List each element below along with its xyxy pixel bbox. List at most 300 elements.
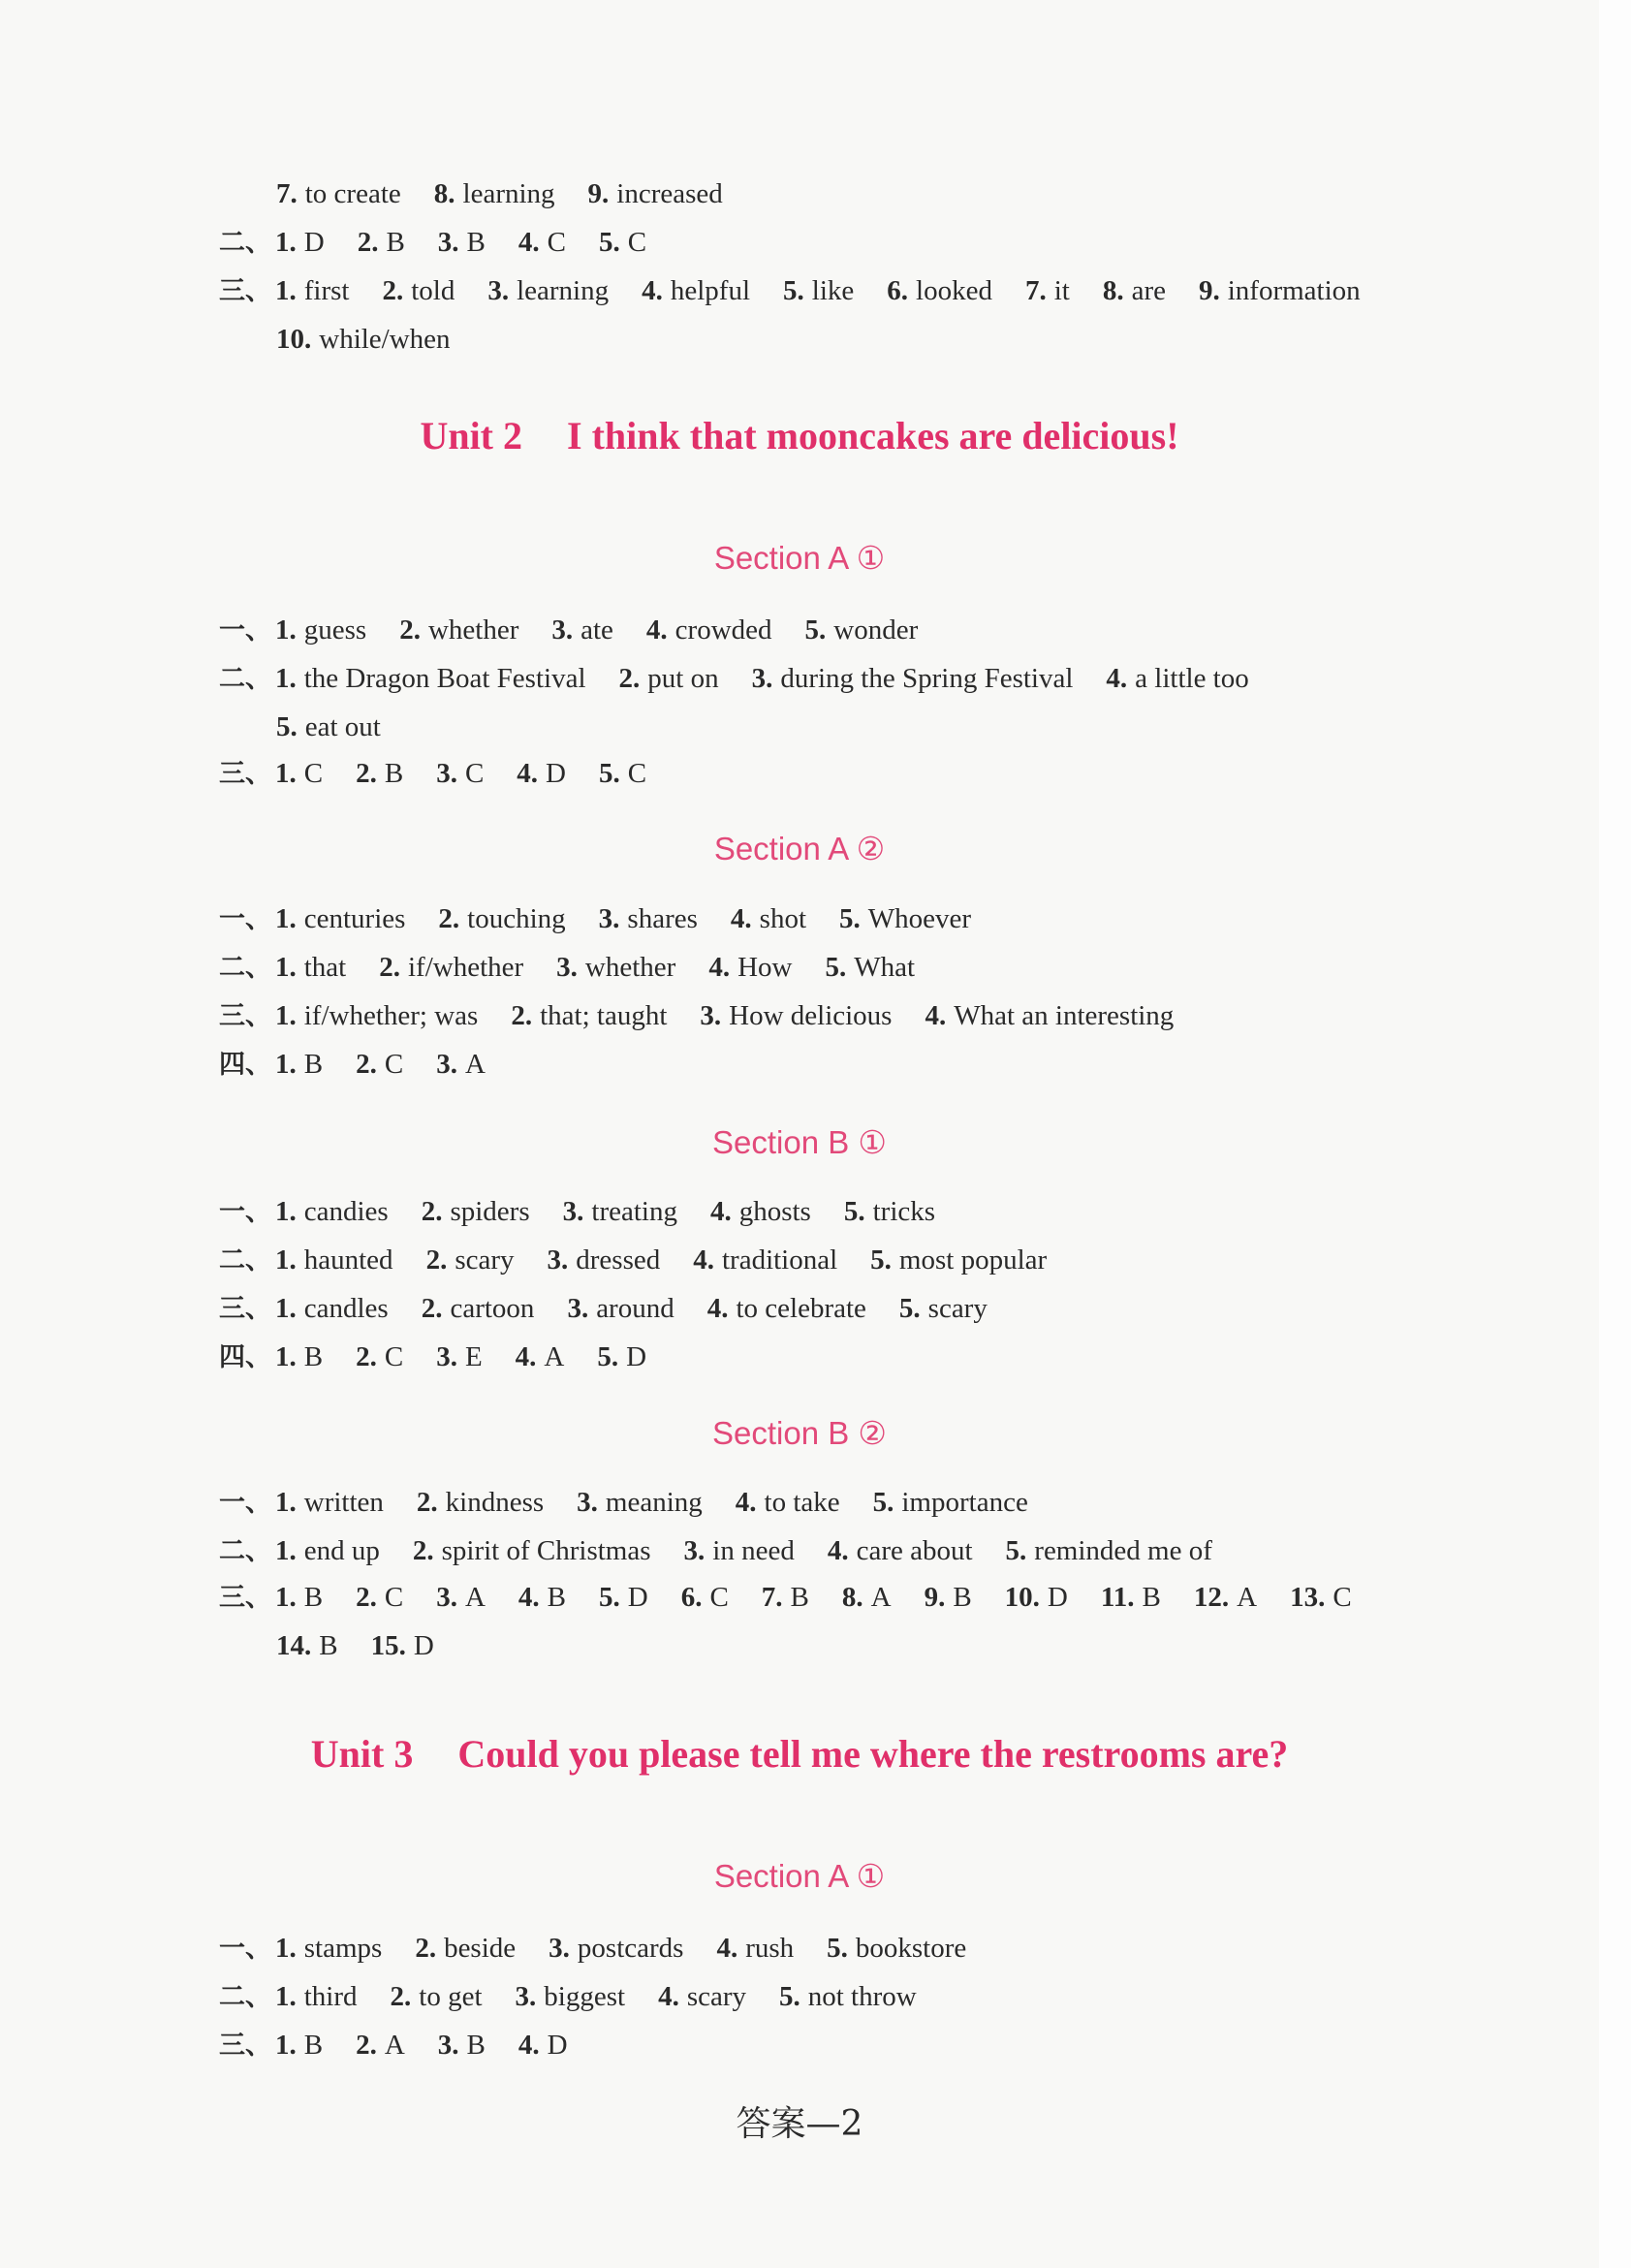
question-section-marker: 一、 — [219, 1934, 271, 1964]
item-number: 5. — [825, 952, 847, 983]
item-number: 4. — [827, 1535, 849, 1566]
item-number: 1. — [275, 1535, 297, 1566]
item-number: 3. — [436, 1341, 457, 1372]
item-answer: looked — [916, 275, 992, 306]
item-answer: guess — [303, 614, 367, 646]
question-section-marker: 二、 — [219, 228, 271, 258]
answer-item — [438, 2026, 486, 2064]
item-number: 4. — [1106, 663, 1128, 694]
answer-item — [356, 1578, 403, 1617]
item-number: 1. — [275, 1981, 297, 2012]
item-number: 3. — [700, 1000, 722, 1031]
item-number: 4. — [716, 1933, 738, 1964]
answer-item — [438, 899, 565, 938]
answer-item — [870, 1241, 1047, 1279]
item-number: 1. — [275, 1582, 297, 1613]
item-answer: spirit of Christmas — [441, 1535, 651, 1566]
answer-item — [436, 1338, 482, 1376]
answer-item — [516, 1338, 565, 1376]
item-number: 3. — [436, 1049, 457, 1080]
item-number: 5. — [779, 1981, 800, 2012]
item-number: 3. — [556, 952, 578, 983]
item-answer: bookstore — [855, 1933, 967, 1964]
answer-item — [356, 2026, 405, 2064]
item-answer: scary — [455, 1244, 515, 1276]
item-answer: care about — [856, 1535, 973, 1566]
answer-line — [219, 996, 1207, 1036]
answer-line — [219, 271, 1394, 311]
item-number: 1. — [275, 275, 297, 306]
answer-item — [426, 1241, 515, 1279]
unit-title-text: I think that mooncakes are delicious! — [567, 414, 1179, 457]
question-section-marker: 三、 — [219, 276, 271, 306]
item-number: 1. — [275, 1487, 297, 1518]
answer-item — [399, 611, 518, 649]
item-answer: How — [737, 952, 793, 983]
item-number: 1. — [275, 1000, 297, 1031]
answer-item — [382, 271, 455, 310]
item-number: 6. — [680, 1582, 703, 1613]
item-number: 2. — [438, 903, 460, 934]
answer-line — [219, 1483, 1061, 1523]
answer-item — [716, 1929, 794, 1968]
item-number: 4. — [925, 1000, 947, 1031]
answer-item — [356, 1045, 403, 1084]
answer-line — [276, 174, 756, 213]
item-number: 1. — [275, 903, 297, 934]
item-number: 4. — [518, 227, 540, 258]
section-heading: Section A ① — [713, 540, 886, 576]
item-answer: rush — [745, 1933, 795, 1964]
answer-item — [276, 320, 451, 359]
answer-item — [436, 1045, 486, 1084]
answer-item — [518, 2026, 568, 2064]
item-answer: ghosts — [738, 1196, 811, 1227]
item-answer: third — [303, 1981, 358, 2012]
item-answer: B — [1142, 1582, 1161, 1613]
item-number: 4. — [645, 614, 668, 646]
item-number: 2. — [421, 1293, 443, 1324]
item-number: 4. — [730, 903, 752, 934]
answer-item — [707, 1289, 866, 1328]
item-answer: D — [546, 758, 566, 789]
item-answer: biggest — [544, 1981, 626, 2012]
answer-line — [219, 1289, 1020, 1329]
item-number: 1. — [275, 1293, 297, 1324]
item-answer: to take — [764, 1487, 840, 1518]
answer-item — [436, 1578, 486, 1617]
item-number: 4. — [709, 1196, 732, 1227]
item-number: 5. — [598, 758, 620, 789]
answer-item — [693, 1241, 837, 1279]
item-answer: ate — [580, 614, 613, 646]
answer-item — [599, 899, 698, 938]
answer-item — [415, 1929, 516, 1968]
item-answer: learning — [517, 275, 610, 306]
item-answer: B — [319, 1630, 338, 1661]
unit-number: Unit 2 — [420, 414, 523, 457]
answer-item — [275, 271, 349, 310]
item-answer: D — [627, 1582, 648, 1613]
item-answer: scary — [927, 1293, 988, 1324]
item-answer: scary — [686, 1981, 746, 2012]
item-answer: dressed — [576, 1244, 661, 1276]
item-answer: A — [464, 1582, 486, 1613]
answer-item — [356, 1338, 403, 1376]
item-answer: candles — [303, 1293, 389, 1324]
item-answer: information — [1227, 275, 1361, 306]
answer-item — [588, 174, 723, 213]
answer-item — [275, 659, 586, 698]
item-answer: helpful — [670, 275, 751, 306]
item-number: 2. — [618, 663, 641, 694]
question-section-marker: 三、 — [219, 1583, 271, 1613]
answer-item — [436, 754, 484, 793]
answer-item — [275, 899, 405, 938]
question-section-marker: 二、 — [219, 1536, 271, 1566]
item-answer: B — [386, 227, 405, 258]
item-answer: around — [596, 1293, 674, 1324]
answer-item — [642, 271, 750, 310]
answer-item — [391, 1977, 483, 2016]
unit-number: Unit 3 — [310, 1732, 414, 1776]
item-answer: shares — [627, 903, 698, 934]
section-heading: Section B ② — [711, 1415, 887, 1451]
item-answer: kindness — [445, 1487, 545, 1518]
answer-item — [275, 1045, 323, 1084]
item-answer: first — [303, 275, 350, 306]
item-answer: treating — [591, 1196, 677, 1227]
item-number: 1. — [275, 2030, 297, 2061]
item-number: 1. — [275, 1933, 297, 1964]
item-number: 2. — [382, 275, 404, 306]
item-answer: E — [464, 1341, 483, 1372]
item-answer: centuries — [303, 903, 406, 934]
answer-item — [577, 1483, 703, 1522]
item-answer: while/when — [319, 324, 451, 355]
item-number: 5. — [872, 1487, 894, 1518]
answer-item — [275, 611, 366, 649]
answer-item — [275, 1929, 382, 1968]
answer-item — [1005, 1578, 1068, 1617]
item-answer: C — [384, 1341, 404, 1372]
answer-item — [1006, 1531, 1212, 1570]
item-number: 3. — [683, 1535, 706, 1566]
item-answer: C — [303, 758, 324, 789]
item-number: 3. — [549, 1933, 570, 1964]
item-answer: spiders — [450, 1196, 530, 1227]
answer-item — [925, 1578, 972, 1617]
item-answer: put on — [647, 663, 719, 694]
item-answer: learning — [462, 178, 555, 209]
answer-item — [1025, 271, 1070, 310]
section-heading: Section A ② — [713, 831, 886, 866]
item-number: 2. — [356, 1049, 377, 1080]
item-number: 5. — [597, 1341, 619, 1372]
answer-item — [925, 996, 1174, 1035]
item-answer: the Dragon Boat Festival — [303, 663, 586, 694]
item-number: 1. — [275, 663, 297, 694]
item-number: 11. — [1100, 1582, 1135, 1613]
answer-line — [219, 223, 679, 263]
item-number: 2. — [416, 1487, 438, 1518]
item-number: 3. — [487, 275, 510, 306]
item-answer: touching — [467, 903, 566, 934]
item-number: 5. — [804, 614, 827, 646]
answer-item — [684, 1531, 795, 1570]
answer-item — [275, 1192, 389, 1231]
answer-line — [219, 1192, 968, 1232]
item-number: 2. — [421, 1196, 443, 1227]
item-answer: C — [384, 1582, 404, 1613]
answer-item — [413, 1531, 651, 1570]
item-answer: What an interesting — [954, 1000, 1175, 1031]
item-answer: that; taught — [540, 1000, 668, 1031]
answer-item — [276, 1626, 338, 1665]
item-answer: if/whether; was — [303, 1000, 479, 1031]
item-number: 1. — [275, 1341, 297, 1372]
item-answer: candies — [303, 1196, 389, 1227]
answer-item — [275, 754, 323, 793]
item-number: 5. — [843, 1196, 865, 1227]
answer-item — [736, 1483, 840, 1522]
answer-item — [422, 1289, 535, 1328]
item-answer: to get — [419, 1981, 483, 2012]
answer-line — [219, 948, 948, 988]
item-number: 3. — [437, 2030, 459, 2061]
item-number: 4. — [642, 275, 663, 306]
item-number: 7. — [1024, 275, 1047, 306]
question-section-marker: 一、 — [219, 1197, 271, 1227]
item-number: 5. — [827, 1933, 848, 1964]
answer-item — [275, 1241, 393, 1279]
item-number: 2. — [357, 227, 379, 258]
answer-item — [681, 1578, 729, 1617]
item-number: 3. — [598, 903, 620, 934]
item-answer: B — [303, 1341, 324, 1372]
answer-item — [517, 754, 566, 793]
answer-item — [275, 1578, 323, 1617]
item-answer: shot — [759, 903, 806, 934]
answer-item — [563, 1192, 677, 1231]
item-answer: B — [303, 2030, 324, 2061]
answer-item — [356, 754, 403, 793]
item-answer: C — [384, 1049, 404, 1080]
answer-item — [422, 1192, 530, 1231]
item-number: 7. — [761, 1582, 783, 1613]
item-number: 10. — [1004, 1582, 1040, 1613]
item-answer: C — [464, 758, 485, 789]
item-answer: written — [303, 1487, 384, 1518]
answer-item — [379, 948, 523, 987]
question-section-marker: 二、 — [219, 664, 271, 694]
answer-item — [276, 708, 381, 746]
item-answer: it — [1053, 275, 1070, 306]
item-number: 2. — [356, 758, 377, 789]
answer-item — [762, 1578, 809, 1617]
item-number: 2. — [356, 2030, 377, 2061]
unit-title-text: Could you please tell me where the restrooms are? — [457, 1732, 1289, 1776]
item-number: 4. — [706, 1293, 729, 1324]
answer-item — [371, 1626, 434, 1665]
answer-line — [219, 1578, 1385, 1618]
item-answer: importance — [901, 1487, 1028, 1518]
item-answer: to create — [304, 178, 401, 209]
answer-item — [779, 1977, 917, 2016]
item-number: 4. — [693, 1244, 714, 1276]
answer-item — [358, 223, 405, 262]
item-number: 1. — [275, 614, 297, 646]
item-answer: stamps — [303, 1933, 383, 1964]
item-number: 5. — [598, 1582, 620, 1613]
item-answer: A — [544, 1341, 565, 1372]
item-number: 5. — [898, 1293, 921, 1324]
item-number: 3. — [437, 227, 459, 258]
answer-item — [516, 1977, 626, 2016]
answer-item — [1101, 1578, 1161, 1617]
item-number: 2. — [356, 1341, 377, 1372]
item-answer: crowded — [674, 614, 772, 646]
item-answer: beside — [444, 1933, 517, 1964]
item-number: 5. — [598, 227, 620, 258]
item-number: 4. — [518, 1582, 540, 1613]
answer-item — [275, 996, 478, 1035]
answer-item — [275, 1338, 323, 1376]
answer-line — [219, 2026, 601, 2065]
item-number: 2. — [425, 1244, 448, 1276]
item-answer: B — [547, 1582, 566, 1613]
answer-item — [710, 1192, 811, 1231]
answer-item — [700, 996, 892, 1035]
answer-item — [599, 1578, 648, 1617]
question-section-marker: 一、 — [219, 904, 271, 934]
answer-item — [548, 1241, 661, 1279]
item-answer: A — [870, 1582, 892, 1613]
item-number: 1. — [275, 952, 297, 983]
item-answer: eat out — [304, 711, 381, 742]
item-answer: meaning — [605, 1487, 703, 1518]
answer-item — [551, 611, 613, 649]
item-answer: a little too — [1135, 663, 1249, 694]
answer-item — [828, 1531, 973, 1570]
item-number: 3. — [577, 1487, 598, 1518]
question-section-marker: 二、 — [219, 953, 271, 983]
item-number: 2. — [379, 952, 400, 983]
question-section-marker: 二、 — [219, 1245, 271, 1276]
answer-item — [275, 948, 346, 987]
answer-item — [276, 174, 401, 213]
item-number: 9. — [587, 178, 610, 209]
item-number: 9. — [1198, 275, 1220, 306]
item-number: 7. — [276, 178, 298, 209]
question-section-marker: 四、 — [219, 1050, 271, 1080]
unit-heading — [0, 1730, 1599, 1779]
item-answer: C — [627, 758, 647, 789]
item-number: 1. — [275, 227, 297, 258]
item-answer: D — [413, 1630, 434, 1661]
answer-line — [219, 899, 1004, 939]
answer-line — [219, 1929, 999, 1969]
item-number: 2. — [511, 1000, 533, 1031]
item-number: 2. — [356, 1582, 377, 1613]
item-number: 3. — [562, 1196, 584, 1227]
answer-line — [219, 1531, 1245, 1571]
item-answer: cartoon — [450, 1293, 535, 1324]
item-answer: C — [1333, 1582, 1352, 1613]
item-answer: like — [811, 275, 855, 306]
item-answer: reminded me of — [1034, 1535, 1212, 1566]
answer-item — [417, 1483, 544, 1522]
answer-line — [276, 708, 414, 746]
item-answer: C — [709, 1582, 729, 1613]
item-number: 4. — [517, 758, 539, 789]
section-heading: Section B ① — [711, 1124, 887, 1160]
item-answer: B — [466, 2030, 486, 2061]
item-answer: wonder — [833, 614, 919, 646]
item-answer: C — [627, 227, 647, 258]
item-number: 1. — [275, 1244, 297, 1276]
answer-line — [219, 1045, 518, 1085]
answer-item — [275, 223, 325, 262]
item-answer: if/whether — [408, 952, 524, 983]
item-answer: B — [953, 1582, 972, 1613]
item-answer: Whoever — [867, 903, 972, 934]
item-answer: D — [547, 2030, 568, 2061]
item-answer: in need — [712, 1535, 795, 1566]
item-answer: B — [303, 1582, 324, 1613]
item-number: 8. — [1102, 275, 1124, 306]
question-section-marker: 三、 — [219, 759, 271, 789]
item-number: 13. — [1290, 1582, 1326, 1613]
answer-item — [275, 2026, 323, 2064]
item-answer: whether — [427, 614, 519, 646]
answer-item — [619, 659, 719, 698]
item-answer: traditional — [721, 1244, 838, 1276]
item-answer: What — [854, 952, 916, 983]
unit-heading — [0, 412, 1599, 460]
answer-line — [219, 1338, 679, 1377]
item-number: 4. — [515, 1341, 537, 1372]
item-answer: increased — [616, 178, 723, 209]
answer-item — [873, 1483, 1028, 1522]
item-answer: told — [411, 275, 455, 306]
answer-item — [844, 1192, 935, 1231]
question-section-marker: 三、 — [219, 1001, 271, 1031]
answer-item — [511, 996, 667, 1035]
item-answer: B — [384, 758, 404, 789]
item-answer: How delicious — [729, 1000, 893, 1031]
item-number: 10. — [276, 324, 312, 355]
answer-item — [1199, 271, 1361, 310]
answer-item — [597, 1338, 646, 1376]
answer-item — [825, 948, 915, 987]
answer-line — [276, 320, 484, 359]
item-number: 4. — [708, 952, 731, 983]
answer-item — [434, 174, 555, 213]
answer-item — [827, 1929, 966, 1968]
item-number: 3. — [551, 614, 574, 646]
item-number: 1. — [275, 1196, 297, 1227]
answer-item — [658, 1977, 746, 2016]
item-number: 3. — [751, 663, 773, 694]
item-answer: A — [464, 1049, 486, 1080]
item-number: 1. — [275, 758, 297, 789]
answer-item — [599, 223, 646, 262]
item-answer: not throw — [807, 1981, 917, 2012]
answer-item — [783, 271, 854, 310]
answer-item — [556, 948, 675, 987]
item-number: 5. — [870, 1244, 892, 1276]
